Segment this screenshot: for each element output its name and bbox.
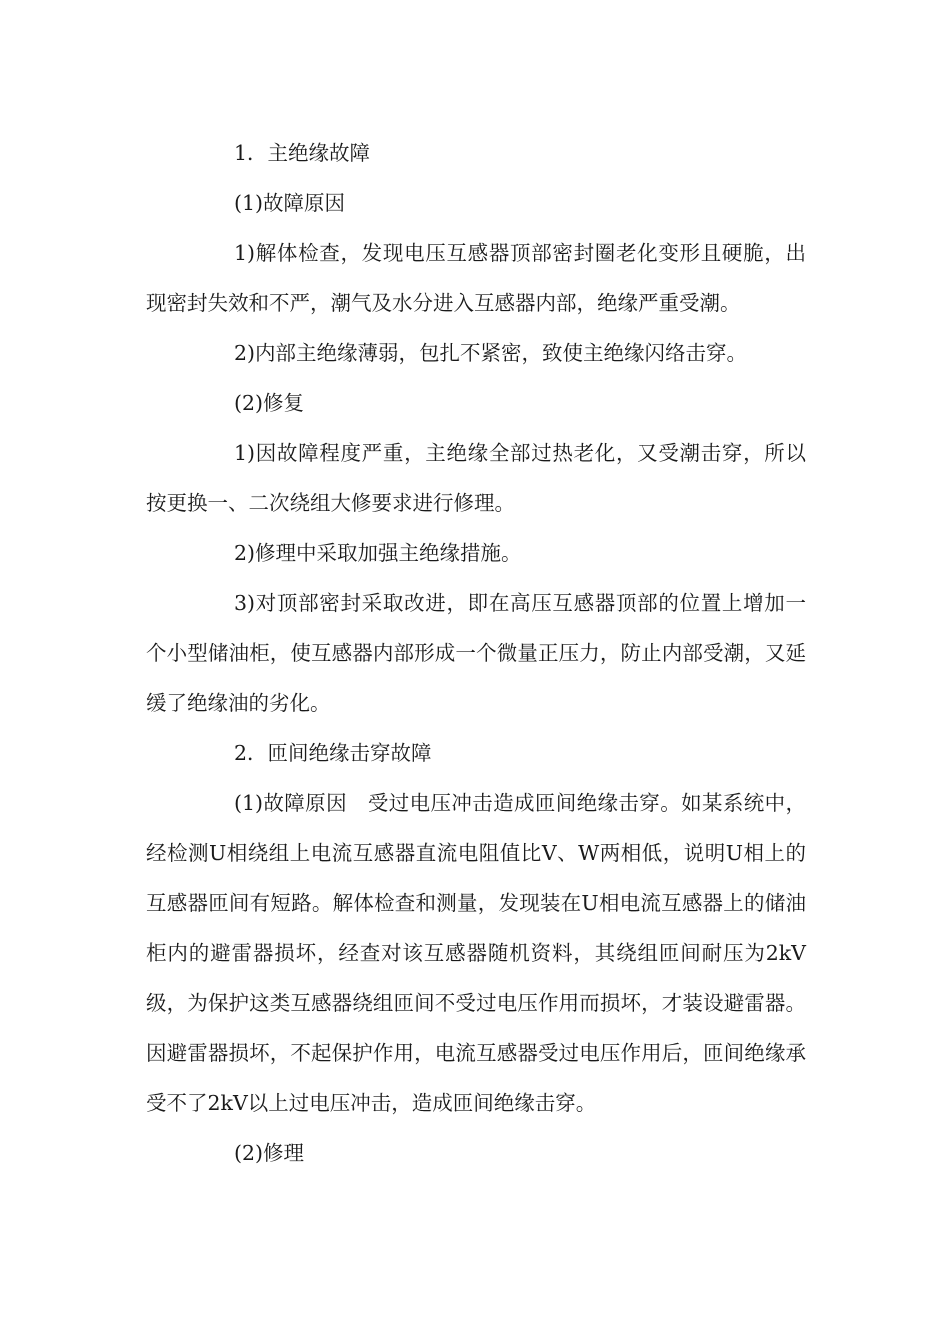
- subheading-repair: (2)修复: [234, 391, 305, 415]
- subheading-repair-2: (2)修理: [234, 1141, 305, 1165]
- section-heading-interturn-fault: 2．匝间绝缘击穿故障: [234, 741, 432, 765]
- section-heading-main-insulation-fault: 1．主绝缘故障: [234, 141, 371, 165]
- paragraph-interturn-cause: (1)故障原因 受过电压冲击造成匝间绝缘击穿。如某系统中，经检测U相绕组上电流互感器直流电阻值比V、W两相低，说明U相上的互感器匝间有短路。解体检查和测量，发现装在U相电流互感器上的储油柜内的避雷器损坏，经查对该互感器随机资料，其绕组匝间耐压为2kV级，为保护这类互感器绕组匝间不受过电压作用而损坏，才装设避雷器。因避雷器损坏，不起保护作用，电流互感器受过电压作用后，匝间绝缘承受不了2kV以上过电压冲击，造成匝间绝缘击穿。: [146, 791, 806, 1115]
- paragraph-cause-2: 2)内部主绝缘薄弱，包扎不紧密，致使主绝缘闪络击穿。: [234, 341, 748, 365]
- document-page: [146, 128, 806, 1178]
- paragraph-repair-3: 3)对顶部密封采取改进，即在高压互感器顶部的位置上增加一个小型储油柜，使互感器内部形成一个微量正压力，防止内部受潮，又延缓了绝缘油的劣化。: [146, 591, 806, 715]
- paragraph-cause-1: 1)解体检查，发现电压互感器顶部密封圈老化变形且硬脆，出现密封失效和不严，潮气及水分进入互感器内部，绝缘严重受潮。: [146, 241, 806, 315]
- paragraph-repair-1: 1)因故障程度严重，主绝缘全部过热老化，又受潮击穿，所以按更换一、二次绕组大修要求进行修理。: [146, 441, 806, 515]
- subheading-fault-cause: (1)故障原因: [234, 191, 346, 215]
- paragraph-repair-2: 2)修理中采取加强主绝缘措施。: [234, 541, 522, 565]
